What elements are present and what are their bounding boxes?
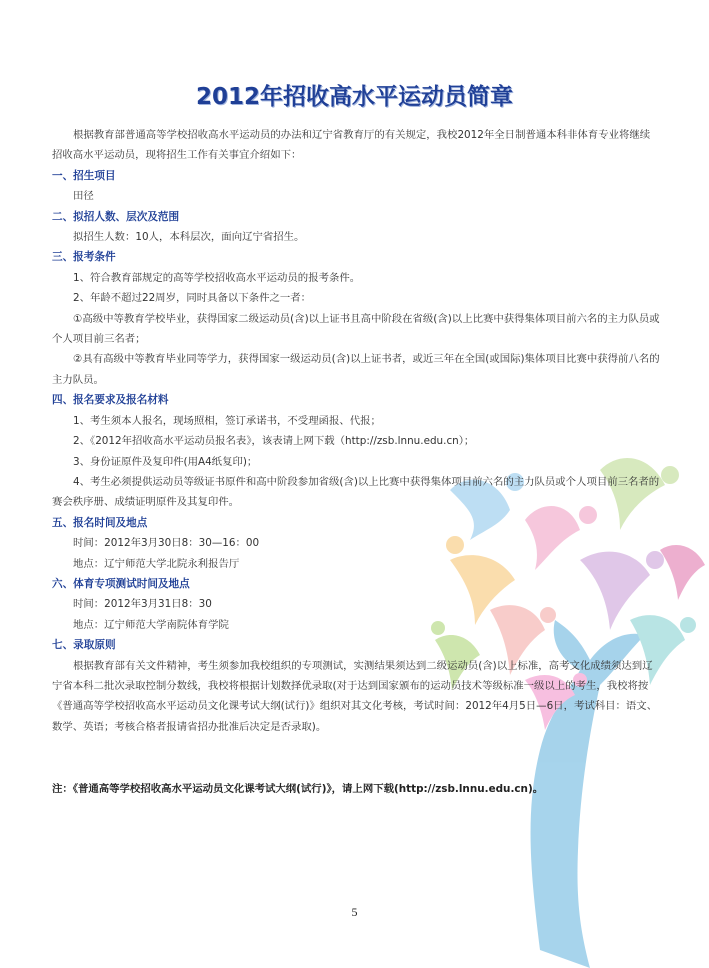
- intro-paragraph: 根据教育部普通高等学校招收高水平运动员的办法和辽宁省教育厅的有关规定，我校2012年全日制普通本科非体育专业将继续招收高水平运动员，现将招生工作有关事宜介绍如下：: [52, 129, 651, 162]
- section-line: 根据教育部有关文件精神，考生须参加我校组织的专项测试，实测结果须达到二级运动员(含)以上标准，高考文化成绩须达到辽宁省本科二批次录取控制分数线，我校将根据计划数择优录取(对于达到国家颁布的运动员技术等级标准一级以上的考生，我校将按《普通高等学校招收高水平运动员文化课考试大纲(试行)》组织对其文化考核，考试时间：2012年4月5日—6日，考试科目：语文、数学、英语；考核合格者报请省招办批准后决定是否录取)。: [52, 659, 658, 733]
- section-heading: 四、报名要求及报名材料: [52, 394, 169, 407]
- section-heading: 七、录取原则: [52, 639, 116, 652]
- section-heading: 一、招生项目: [52, 169, 116, 182]
- section-heading: 三、报考条件: [52, 251, 116, 264]
- section-heading: 六、体育专项测试时间及地点: [52, 577, 190, 590]
- page-title: 2012年招收高水平运动员简章: [195, 84, 513, 110]
- section-line: ①高级中等教育学校毕业，获得国家二级运动员(含)以上证书且高中阶段在省级(含)以上比赛中获得集体项目前六名的主力队员或个人项目前三名者；: [52, 312, 660, 346]
- section-line: 地点：辽宁师范大学南院体育学院: [73, 618, 229, 631]
- section-line: 拟招生人数：10人，本科层次，面向辽宁省招生。: [73, 231, 305, 244]
- section-line: 2、年龄不超过22周岁，同时具备以下条件之一者：: [73, 292, 312, 305]
- section-heading: 五、报名时间及地点: [52, 516, 148, 529]
- section-line: 4、考生必须提供运动员等级证书原件和高中阶段参加省级(含)以上比赛中获得集体项目前六名的主力队员或个人项目前三名者的赛会秩序册、成绩证明原件及其复印件。: [52, 475, 660, 509]
- document-body: [52, 125, 660, 737]
- section-line: 地点：辽宁师范大学北院永利报告厅: [73, 557, 240, 570]
- section-line: 时间：2012年3月31日8：30: [73, 598, 212, 611]
- section-line: 1、考生须本人报名，现场照相，签订承诺书，不受理函报、代报；: [73, 414, 381, 427]
- section-heading: 二、拟招人数、层次及范围: [52, 210, 180, 223]
- section-line: 3、身份证原件及复印件(用A4纸复印)；: [73, 455, 258, 468]
- download-note: 注：《普通高等学校招收高水平运动员文化课考试大纲(试行)》，请上网下载(http://zsb.lnnu.edu.cn)。: [52, 783, 544, 795]
- section-line: 田径: [73, 190, 94, 203]
- section-line: 2、《2012年招收高水平运动员报名表》，该表请上网下载（http://zsb.lnnu.edu.cn）；: [73, 435, 475, 448]
- section-line: ②具有高级中等教育毕业同等学力，获得国家一级运动员(含)以上证书者，或近三年在全国(或国际)集体项目比赛中获得前八名的主力队员。: [52, 353, 660, 386]
- page-number: 5: [351, 905, 358, 919]
- section-line: 1、符合教育部规定的高等学校招收高水平运动员的报考条件。: [73, 271, 361, 284]
- section-line: 时间：2012年3月30日8：30—16：00: [73, 537, 260, 550]
